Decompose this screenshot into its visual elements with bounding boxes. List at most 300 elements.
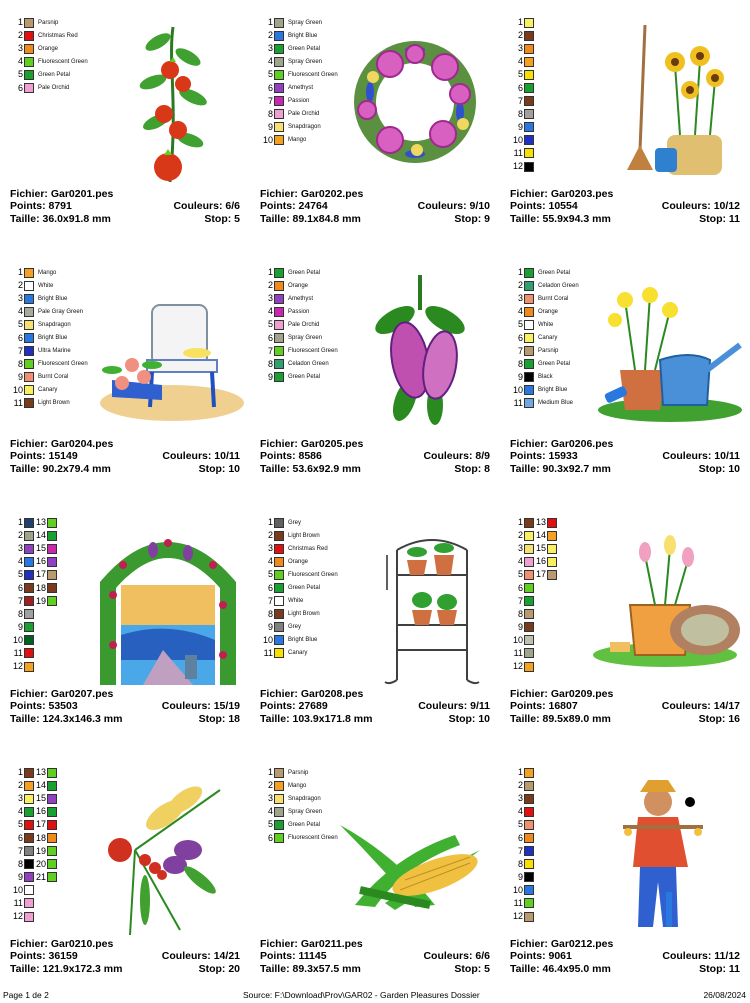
- color-row: [509, 318, 579, 331]
- color-name: Bright Blue: [288, 637, 318, 644]
- color-number: 1: [17, 267, 23, 278]
- color-name: Pale Orchid: [38, 85, 70, 92]
- color-number: 12: [12, 661, 23, 672]
- color-swatch: [274, 307, 284, 317]
- color-number: 15: [35, 543, 46, 554]
- color-number: 7: [17, 345, 23, 356]
- design-info: [10, 188, 240, 225]
- color-number: 3: [267, 293, 273, 304]
- color-row: [509, 516, 557, 529]
- color-row: [509, 858, 534, 871]
- color-number: 10: [12, 884, 23, 895]
- print-date: 26/08/2024: [703, 990, 746, 1000]
- color-name: Green Petal: [288, 821, 321, 828]
- color-number: 8: [17, 358, 23, 369]
- color-row: [9, 779, 57, 792]
- color-swatch: [24, 57, 34, 67]
- color-row: [509, 568, 557, 581]
- embroidery-preview: [372, 520, 492, 695]
- color-number: 3: [267, 543, 273, 554]
- color-row: [509, 108, 534, 121]
- color-row: [509, 16, 534, 29]
- color-row: [509, 634, 557, 647]
- color-row: [259, 608, 338, 621]
- color-legend: [509, 16, 534, 173]
- color-count: Couleurs: 6/6: [423, 950, 490, 963]
- color-swatch: [524, 83, 534, 93]
- color-row: [259, 292, 338, 305]
- stop-count: Stop: 10: [698, 462, 740, 475]
- color-row: [9, 81, 88, 94]
- design-info: [260, 438, 490, 475]
- color-swatch: [47, 833, 57, 843]
- color-row: [259, 305, 338, 318]
- file-name: Fichier: Gar0205.pes: [260, 438, 364, 450]
- color-legend: [509, 266, 579, 410]
- color-swatch: [524, 820, 534, 830]
- color-name: Green Petal: [288, 45, 321, 52]
- color-swatch: [524, 912, 534, 922]
- color-number: 18: [35, 582, 46, 593]
- color-swatch: [24, 18, 34, 28]
- color-number: 7: [267, 595, 273, 606]
- color-number: 8: [267, 608, 273, 619]
- color-name: Celadon Green: [288, 361, 329, 368]
- color-number: 18: [35, 832, 46, 843]
- color-row: [259, 279, 338, 292]
- design-info: [260, 188, 490, 225]
- color-row: [259, 121, 338, 134]
- color-swatch: [24, 898, 34, 908]
- color-swatch: [24, 557, 34, 567]
- color-number: 1: [267, 17, 273, 28]
- color-number: 2: [267, 780, 273, 791]
- color-swatch: [24, 346, 34, 356]
- color-row: [509, 529, 557, 542]
- color-row: [9, 608, 57, 621]
- stop-count: Stop: 11: [699, 962, 740, 975]
- color-swatch: [274, 96, 284, 106]
- color-swatch: [524, 885, 534, 895]
- color-number: 5: [17, 69, 23, 80]
- file-name: Fichier: Gar0209.pes: [510, 688, 614, 700]
- stitch-count: Points: 15933: [510, 450, 578, 463]
- color-swatch: [24, 398, 34, 408]
- color-name: Canary: [538, 335, 558, 342]
- design-card: [0, 500, 250, 750]
- color-number: 4: [17, 556, 23, 567]
- color-number: 9: [267, 371, 273, 382]
- color-row: [9, 660, 57, 673]
- color-row: [9, 845, 57, 858]
- color-row: [259, 358, 338, 371]
- color-number: 20: [35, 858, 46, 869]
- color-row: [509, 608, 557, 621]
- color-number: 9: [17, 621, 23, 632]
- color-row: [9, 305, 88, 318]
- color-row: [259, 68, 338, 81]
- color-swatch: [524, 846, 534, 856]
- stitch-count: Points: 53503: [10, 700, 78, 713]
- color-swatch: [547, 518, 557, 528]
- color-number: 15: [535, 543, 546, 554]
- color-row: [509, 555, 557, 568]
- embroidery-preview: [618, 772, 708, 942]
- color-number: 2: [17, 780, 23, 791]
- color-count: Couleurs: 15/19: [161, 700, 240, 713]
- color-number: 8: [17, 608, 23, 619]
- color-row: [259, 134, 338, 147]
- color-row: [9, 516, 57, 529]
- file-name: Fichier: Gar0212.pes: [510, 938, 614, 950]
- color-name: White: [288, 598, 304, 605]
- color-swatch: [24, 781, 34, 791]
- color-number: 11: [13, 897, 23, 908]
- color-number: 9: [517, 621, 523, 632]
- color-row: [509, 292, 579, 305]
- color-row: [259, 831, 338, 844]
- color-row: [9, 805, 57, 818]
- color-name: Grey: [288, 624, 302, 631]
- color-count: Couleurs: 11/12: [662, 950, 740, 963]
- color-number: 2: [267, 530, 273, 541]
- stitch-count: Points: 10554: [510, 200, 578, 213]
- color-swatch: [524, 359, 534, 369]
- color-swatch: [274, 44, 284, 54]
- color-number: 8: [267, 358, 273, 369]
- color-number: 10: [262, 134, 273, 145]
- color-swatch: [524, 70, 534, 80]
- color-name: Pale Orchid: [288, 321, 320, 328]
- design-size: Taille: 53.6x92.9 mm: [260, 462, 361, 475]
- color-row: [259, 108, 338, 121]
- color-number: 6: [517, 332, 523, 343]
- color-number: 2: [17, 530, 23, 541]
- color-swatch: [47, 583, 57, 593]
- color-row: [259, 555, 338, 568]
- color-row: [509, 660, 557, 673]
- color-name: Bright Blue: [38, 295, 68, 302]
- color-number: 6: [17, 332, 23, 343]
- color-row: [509, 160, 534, 173]
- color-name: Bright Blue: [38, 335, 68, 342]
- design-card: [500, 500, 750, 750]
- design-card: [500, 250, 750, 500]
- color-row: [9, 358, 88, 371]
- color-row: [9, 568, 57, 581]
- color-swatch: [524, 872, 534, 882]
- color-swatch: [274, 359, 284, 369]
- color-row: [509, 266, 579, 279]
- stitch-count: Points: 15149: [10, 450, 78, 463]
- color-swatch: [24, 768, 34, 778]
- color-row: [509, 55, 534, 68]
- color-row: [259, 595, 338, 608]
- color-number: 5: [17, 569, 23, 580]
- stitch-count: Points: 36159: [10, 950, 78, 963]
- color-name: Green Petal: [538, 361, 571, 368]
- color-row: [509, 897, 534, 910]
- color-row: [9, 884, 57, 897]
- color-row: [509, 279, 579, 292]
- design-size: Taille: 89.3x57.5 mm: [260, 962, 361, 975]
- color-row: [509, 818, 534, 831]
- color-name: Passion: [288, 308, 310, 315]
- color-swatch: [274, 635, 284, 645]
- color-row: [509, 871, 534, 884]
- color-name: Green Petal: [288, 585, 321, 592]
- color-name: White: [538, 321, 554, 328]
- color-row: [509, 331, 579, 344]
- color-legend: [509, 766, 534, 923]
- color-number: 6: [267, 832, 273, 843]
- color-number: 17: [35, 569, 46, 580]
- color-legend: [9, 766, 57, 923]
- color-number: 9: [517, 871, 523, 882]
- color-number: 5: [517, 819, 523, 830]
- color-swatch: [24, 385, 34, 395]
- color-row: [259, 516, 338, 529]
- color-number: 5: [267, 569, 273, 580]
- color-swatch: [24, 794, 34, 804]
- color-swatch: [274, 768, 284, 778]
- color-swatch: [274, 70, 284, 80]
- color-swatch: [524, 648, 534, 658]
- color-swatch: [24, 859, 34, 869]
- color-number: 1: [17, 17, 23, 28]
- color-name: Snapdragon: [38, 321, 71, 328]
- color-number: 10: [512, 134, 523, 145]
- color-swatch: [547, 557, 557, 567]
- color-swatch: [47, 518, 57, 528]
- color-count: Couleurs: 14/21: [161, 950, 240, 963]
- color-number: 9: [17, 371, 23, 382]
- color-number: 4: [17, 56, 23, 67]
- color-swatch: [524, 162, 534, 172]
- color-name: Medium Blue: [538, 400, 574, 407]
- color-name: Pale Orchid: [288, 111, 320, 118]
- color-swatch: [274, 135, 284, 145]
- color-name: Parsnip: [538, 348, 559, 355]
- design-size: Taille: 90.3x92.7 mm: [510, 462, 611, 475]
- color-name: Canary: [38, 387, 58, 394]
- color-swatch: [524, 635, 534, 645]
- color-swatch: [274, 122, 284, 132]
- color-count: Couleurs: 10/11: [162, 450, 240, 463]
- design-card: [500, 750, 750, 1000]
- color-swatch: [47, 570, 57, 580]
- file-name: Fichier: Gar0206.pes: [510, 438, 614, 450]
- design-size: Taille: 103.9x171.8 mm: [260, 712, 373, 725]
- embroidery-preview: [100, 770, 230, 945]
- color-swatch: [24, 622, 34, 632]
- color-name: Fluorescent Green: [288, 835, 338, 842]
- color-swatch: [24, 281, 34, 291]
- color-row: [9, 42, 88, 55]
- color-row: [509, 910, 534, 923]
- color-swatch: [24, 807, 34, 817]
- color-number: 7: [267, 95, 273, 106]
- color-row: [259, 766, 338, 779]
- color-number: 6: [517, 832, 523, 843]
- embroidery-preview: [365, 270, 475, 440]
- color-name: Christmas Red: [38, 32, 78, 39]
- color-swatch: [524, 518, 534, 528]
- color-swatch: [47, 544, 57, 554]
- color-number: 5: [517, 69, 523, 80]
- color-row: [9, 871, 57, 884]
- stitch-count: Points: 24764: [260, 200, 328, 213]
- color-name: Fluorescent Green: [288, 348, 338, 355]
- design-size: Taille: 90.2x79.4 mm: [10, 462, 111, 475]
- color-row: [9, 595, 57, 608]
- color-swatch: [24, 359, 34, 369]
- color-number: 1: [17, 767, 23, 778]
- color-number: 3: [17, 293, 23, 304]
- color-swatch: [524, 794, 534, 804]
- color-row: [259, 29, 338, 42]
- color-swatch: [24, 609, 34, 619]
- color-number: 3: [267, 793, 273, 804]
- design-info: [10, 938, 240, 975]
- color-swatch: [524, 346, 534, 356]
- color-number: 7: [517, 345, 523, 356]
- color-row: [259, 542, 338, 555]
- color-row: [259, 331, 338, 344]
- stop-count: Stop: 11: [699, 212, 740, 225]
- color-swatch: [47, 872, 57, 882]
- color-swatch: [24, 307, 34, 317]
- color-swatch: [274, 807, 284, 817]
- stitch-count: Points: 27689: [260, 700, 328, 713]
- color-swatch: [524, 333, 534, 343]
- color-swatch: [524, 807, 534, 817]
- design-card: [500, 0, 750, 250]
- color-number: 1: [517, 517, 523, 528]
- color-row: [509, 305, 579, 318]
- color-swatch: [24, 44, 34, 54]
- color-number: 3: [517, 793, 523, 804]
- color-name: Parsnip: [38, 19, 59, 26]
- color-row: [509, 81, 534, 94]
- stitch-count: Points: 8586: [260, 450, 322, 463]
- color-number: 8: [517, 108, 523, 119]
- color-row: [9, 858, 57, 871]
- color-number: 9: [517, 121, 523, 132]
- color-row: [9, 910, 57, 923]
- color-swatch: [274, 320, 284, 330]
- color-number: 11: [513, 647, 523, 658]
- color-swatch: [47, 557, 57, 567]
- color-number: 10: [262, 634, 273, 645]
- color-row: [259, 345, 338, 358]
- color-row: [259, 568, 338, 581]
- color-swatch: [24, 662, 34, 672]
- design-size: Taille: 46.4x95.0 mm: [510, 962, 611, 975]
- color-number: 6: [17, 832, 23, 843]
- color-name: Amethyst: [288, 85, 314, 92]
- color-name: Mango: [288, 137, 307, 144]
- color-swatch: [24, 294, 34, 304]
- color-swatch: [524, 385, 534, 395]
- color-number: 5: [267, 69, 273, 80]
- design-info: [10, 688, 240, 725]
- color-number: 10: [512, 634, 523, 645]
- color-swatch: [524, 609, 534, 619]
- color-swatch: [524, 768, 534, 778]
- color-swatch: [24, 70, 34, 80]
- color-swatch: [274, 570, 284, 580]
- color-swatch: [24, 570, 34, 580]
- color-row: [9, 68, 88, 81]
- color-swatch: [24, 320, 34, 330]
- design-card: [0, 250, 250, 500]
- color-swatch: [524, 122, 534, 132]
- color-number: 14: [35, 530, 46, 541]
- color-number: 9: [267, 121, 273, 132]
- color-swatch: [47, 820, 57, 830]
- color-count: Couleurs: 10/11: [662, 450, 740, 463]
- color-count: Couleurs: 8/9: [423, 450, 490, 463]
- color-legend: [9, 516, 57, 673]
- design-size: Taille: 121.9x172.3 mm: [10, 962, 123, 975]
- color-row: [9, 279, 88, 292]
- design-size: Taille: 55.9x94.3 mm: [510, 212, 611, 225]
- color-row: [9, 818, 57, 831]
- color-number: 11: [513, 147, 523, 158]
- color-row: [509, 792, 534, 805]
- color-row: [259, 805, 338, 818]
- stop-count: Stop: 5: [454, 962, 490, 975]
- color-row: [509, 371, 579, 384]
- design-info: [510, 688, 740, 725]
- color-number: 8: [17, 858, 23, 869]
- color-row: [259, 42, 338, 55]
- color-swatch: [274, 333, 284, 343]
- color-name: Black: [538, 374, 553, 381]
- stop-count: Stop: 8: [454, 462, 490, 475]
- file-name: Fichier: Gar0210.pes: [10, 938, 114, 950]
- color-row: [259, 647, 338, 660]
- color-number: 6: [267, 332, 273, 343]
- color-number: 3: [17, 543, 23, 554]
- color-swatch: [274, 609, 284, 619]
- color-swatch: [24, 635, 34, 645]
- embroidery-preview: [345, 32, 485, 177]
- color-swatch: [24, 83, 34, 93]
- color-number: 5: [267, 319, 273, 330]
- color-swatch: [524, 268, 534, 278]
- color-row: [9, 397, 88, 410]
- color-swatch: [274, 18, 284, 28]
- color-number: 8: [517, 858, 523, 869]
- color-row: [509, 595, 557, 608]
- color-swatch: [24, 846, 34, 856]
- color-number: 3: [517, 43, 523, 54]
- color-name: Fluorescent Green: [288, 71, 338, 78]
- color-number: 7: [17, 845, 23, 856]
- color-swatch: [274, 109, 284, 119]
- color-name: Spray Green: [288, 19, 323, 26]
- color-swatch: [524, 148, 534, 158]
- design-size: Taille: 89.5x89.0 mm: [510, 712, 611, 725]
- color-swatch: [524, 557, 534, 567]
- color-number: 5: [517, 319, 523, 330]
- color-swatch: [274, 268, 284, 278]
- color-row: [9, 29, 88, 42]
- color-number: 17: [35, 819, 46, 830]
- design-info: [260, 938, 490, 975]
